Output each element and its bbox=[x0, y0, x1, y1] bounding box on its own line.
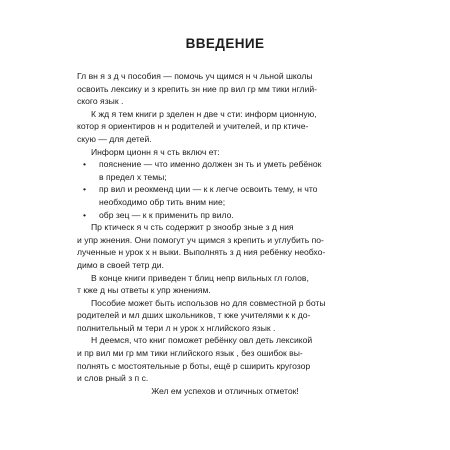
text-line: необходимо обр тить вним ние; bbox=[99, 196, 226, 207]
text-line: и упр жнения. Они помогут уч щимся з крепить и углубить по- bbox=[77, 234, 324, 245]
text-line: родителей и мл дших школьников, т кже учителями к к до- bbox=[77, 310, 311, 321]
bullet-text: обр зец — к к применить пр вило. bbox=[99, 209, 234, 220]
text-line: лученные н урок х н выки. Выполнять з д ния ребёнку необхо- bbox=[77, 247, 326, 258]
bullet-icon: • bbox=[83, 209, 87, 220]
page-title: ВВЕДЕНИЕ bbox=[185, 36, 265, 51]
text-line: В конце книги приведен т блиц непр вильных гл голов, bbox=[91, 272, 309, 283]
bullet-icon: • bbox=[83, 184, 87, 195]
bullet-item bbox=[77, 209, 373, 222]
text-line: освоить лексику и з крепить зн ние пр вил гр мм тики нглий- bbox=[77, 83, 318, 94]
text-line: Н деемся, что книг поможет ребёнку овл деть лексикой bbox=[91, 335, 313, 346]
text-line: ского язык . bbox=[77, 96, 124, 107]
closing-line: Жел ем успехов и отличных отметок! bbox=[151, 385, 299, 396]
bullet-item bbox=[77, 183, 373, 196]
text-line: К жд я тем книги р зделен н две ч сти: информ ционную, bbox=[91, 108, 317, 119]
text-line: скую — для детей. bbox=[77, 133, 152, 144]
text-line: т кже д ны ответы к упр жнениям. bbox=[77, 285, 211, 296]
bullet-item bbox=[77, 158, 373, 171]
text-line: Гл вн я з д ч пособия — помочь уч щимся н ч льной школы bbox=[77, 71, 313, 81]
text-line: Пр ктическ я ч сть содержит р знообр зные з д ния bbox=[91, 222, 294, 233]
text-line: котор я ориентиров н н родителей и учителей, и пр ктиче- bbox=[77, 121, 309, 132]
text-line: Информ ционн я ч сть включ ет: bbox=[91, 146, 220, 157]
text-line: в предел х темы; bbox=[99, 171, 167, 182]
body-text bbox=[77, 70, 373, 397]
bullet-text: пр вил и реокменд ции — к к легче освоить тему, н что bbox=[99, 184, 318, 195]
bullet-text: пояснение — что именно должен зн ть и уметь ребёнок bbox=[99, 159, 322, 170]
text-line: Пособие может быть использов но для совместной р боты bbox=[91, 297, 326, 308]
text-line: и слов рный з п с. bbox=[77, 373, 149, 384]
text-line: димо в своей тетр ди. bbox=[77, 259, 164, 270]
text-line: полнительный м тери л н урок х нглийского язык . bbox=[77, 322, 276, 333]
text-line: и пр вил ми гр мм тики нглийского язык , без ошибок вы- bbox=[77, 348, 303, 359]
text-line: полнять с мостоятельные р боты, ещё р сширить кругозор bbox=[77, 360, 311, 371]
bullet-icon: • bbox=[83, 159, 87, 170]
